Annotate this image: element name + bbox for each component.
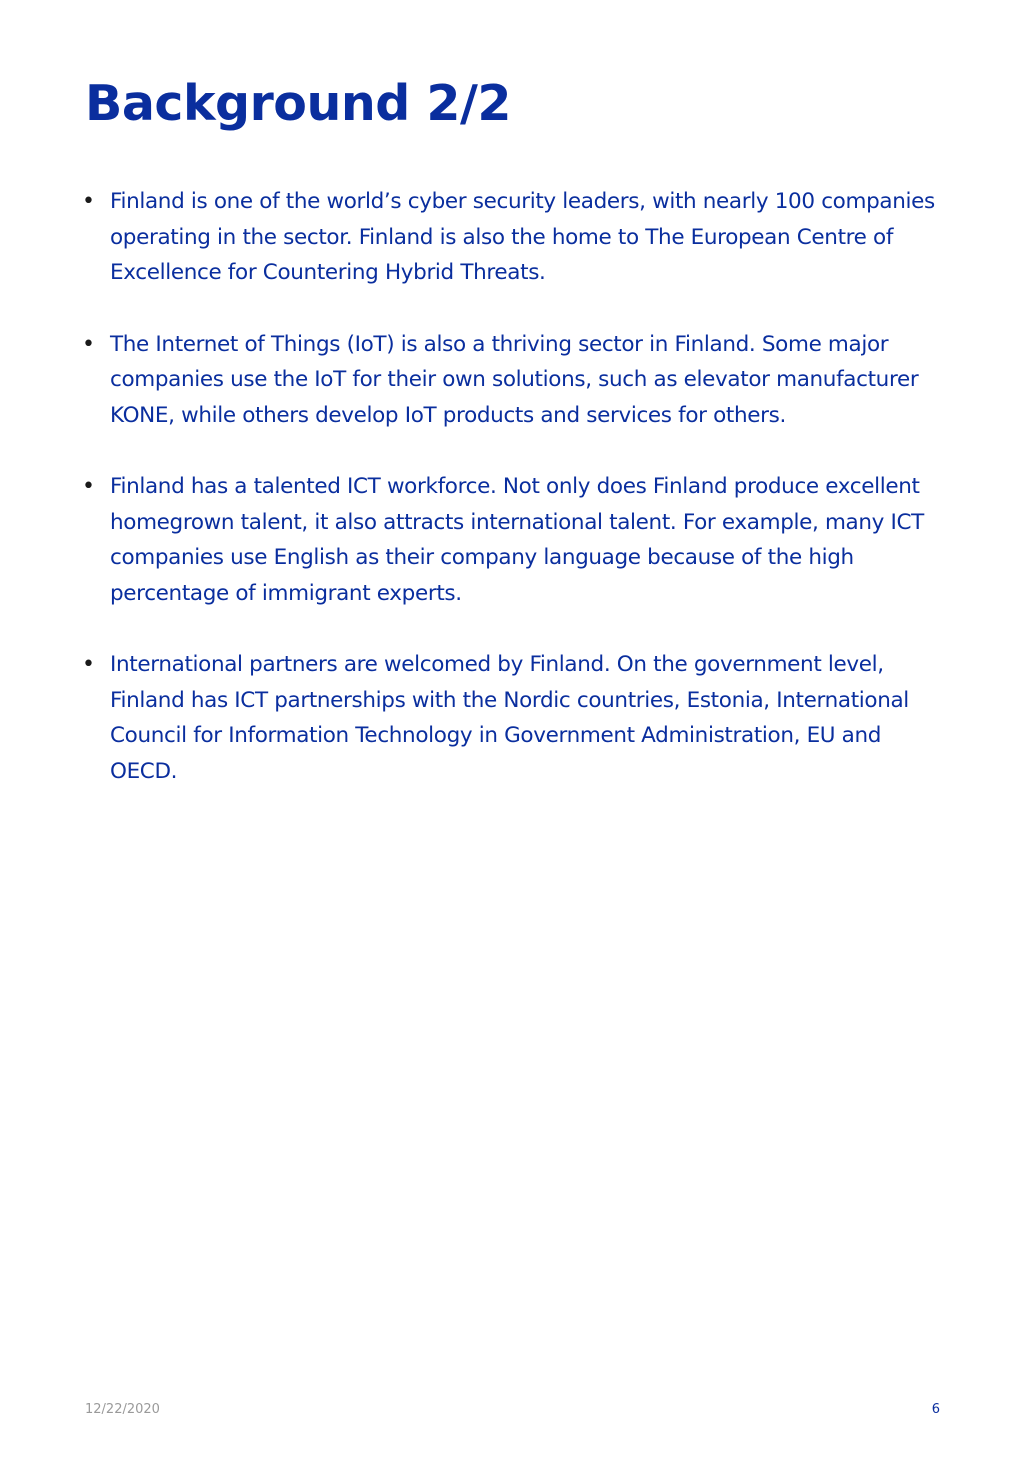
bullet-icon: • — [82, 189, 95, 214]
bullet-text: Finland has a talented ICT workforce. Not only does Finland produce excellent homegrown talent, it also attracts international talent. For example, many ICT companies use English as their company language because of the high percentage of immigrant experts. — [110, 474, 924, 606]
bullet-text: International partners are welcomed by Finland. On the government level, Finland has ICT partnerships with the Nordic countries, Estonia, International Council for Information Technology in Government Administration, EU and OECD. — [110, 652, 909, 784]
bullet-list — [82, 184, 942, 825]
bullet-icon: • — [82, 474, 95, 499]
bullet-text: Finland is one of the world’s cyber security leaders, with nearly 100 companies operating in the sector. Finland is also the home to The European Centre of Excellence for Countering Hybrid Threats. — [110, 189, 935, 285]
page-number: 6 — [931, 1402, 940, 1417]
footer-date: 12/22/2020 — [85, 1402, 160, 1417]
bullet-icon: • — [82, 331, 95, 357]
page-title: Background 2/2 — [85, 75, 511, 132]
list-item — [82, 647, 942, 789]
bullet-icon: • — [82, 652, 95, 677]
list-item — [82, 469, 942, 611]
list-item — [82, 327, 942, 434]
bullet-text: The Internet of Things (IoT) is also a thriving sector in Finland. Some major companies use the IoT for their own solutions, such as elevator manufacturer KONE, while others develop IoT products and services for others. — [110, 331, 919, 428]
list-item — [82, 184, 942, 291]
